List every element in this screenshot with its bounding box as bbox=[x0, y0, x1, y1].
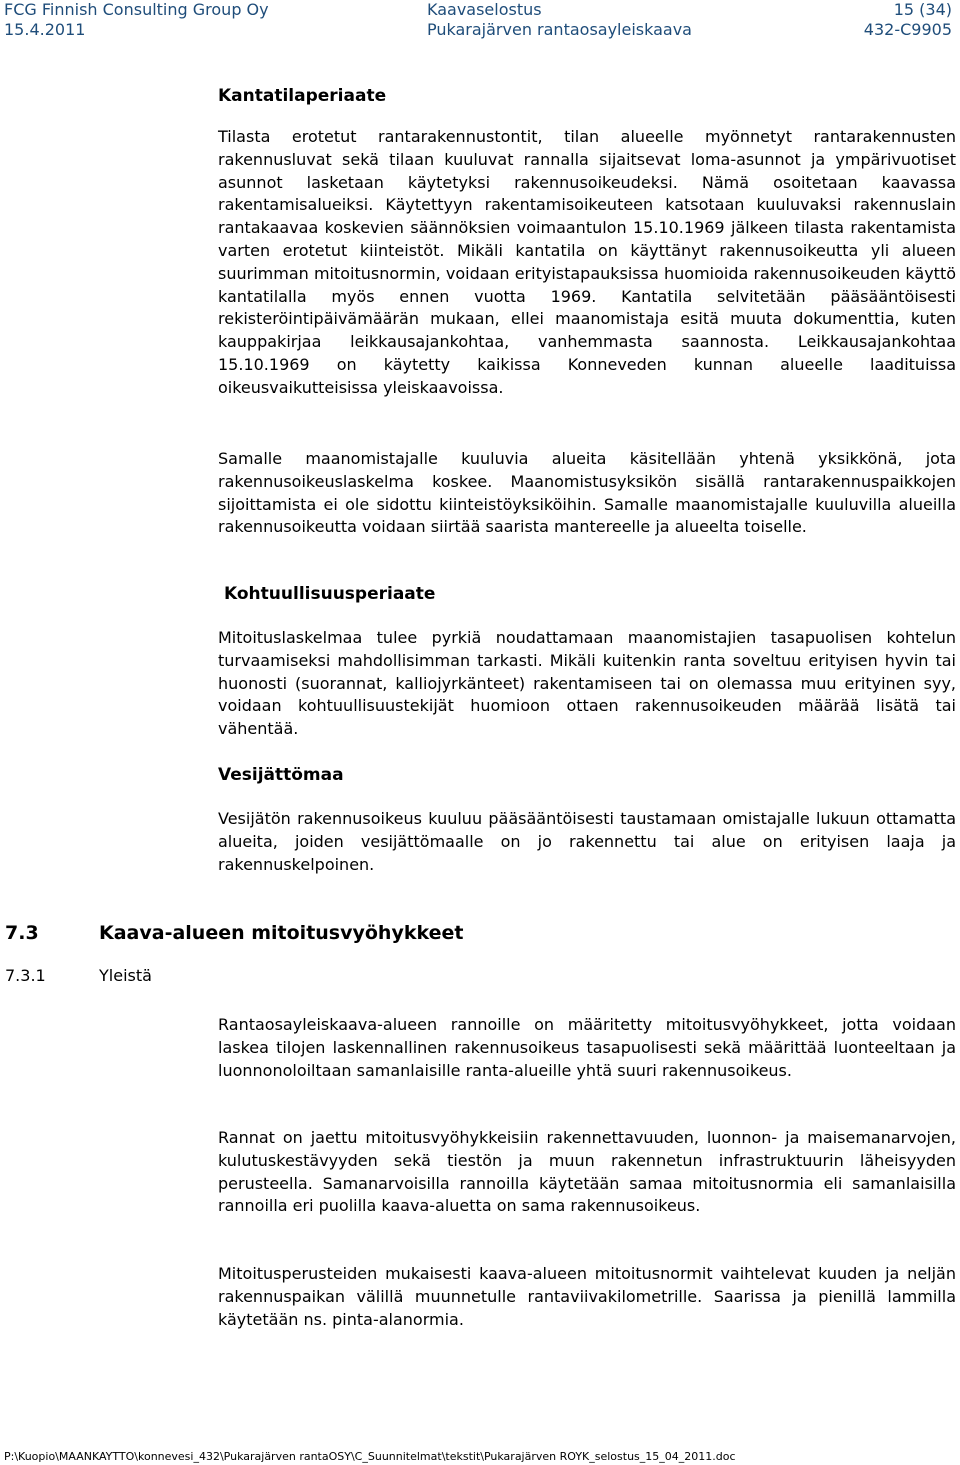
header-doc-type: Kaavaselostus bbox=[427, 0, 542, 19]
heading-vesijattomaa: Vesijättömaa bbox=[218, 765, 344, 785]
page-header-row-1 bbox=[0, 0, 960, 20]
paragraph-yleista-2: Rannat on jaettu mitoitusvyöhykkeisiin rakennettavuuden, luonnon- ja maisemanarvojen, kulutuskestävyyden sekä tiestön ja muun rakennetun infrastruktuurin läheisyyden perusteella. Samanarvoisilla rannoilla käytetään samaa mitoitusnormia eli samanlaisilla rannoilla eri puolilla kaava-aluetta on sama rakennusoikeus. bbox=[218, 1128, 956, 1216]
footer-file-path: P:\Kuopio\MAANKAYTTO\konnevesi_432\Pukarajärven rantaOSY\C_Suunnitelmat\tekstit\Pukarajärven ROYK_selostus_15_04_2011.doc bbox=[4, 1450, 736, 1463]
paragraph-kantatila-1: Tilasta erotetut rantarakennustontit, tilan alueelle myönnetyt rantarakennusten rakennusluvat sekä tilaan kuuluvat rannalla sijaitsevat loma-asunnot ja ympärivuotiset asunnot lasketaan käytetyksi rakennusoikeudeksi. Nämä osoitetaan kaavassa rakentamisalueiksi. Käytettyyn rakentamisoikeuteen katsotaan kuuluvaksi rakennuslain rantakaavaa koskevien säännöksien voimaantulon 15.10.1969 jälkeen tilasta rakentamista varten erotetut kiinteistöt. Mikäli kantatila on käyttänyt rakennusoikeutta yli alueen suurimman mitoitusnormin, voidaan erityistapauksissa huomioida rakennusoikeuden käyttö kantatilalla myös ennen vuotta 1969. Kantatila selvitetään pääsääntöisesti rekisteröintipäivämäärän mukaan, ellei maanomistaja esitä muuta dokumenttia, kuten kauppakirjaa leikkausajankohtaa, vanhemmasta saannosta. Leikkausajankohtaa 15.10.1969 on käytetty kaikissa Konneveden kunnan alueelle laadituissa oikeusvaikutteisissa yleiskaavoissa. bbox=[218, 127, 956, 397]
heading-kohtuullisuusperiaate: Kohtuullisuusperiaate bbox=[224, 584, 436, 604]
header-company: FCG Finnish Consulting Group Oy bbox=[4, 0, 269, 19]
paragraph-kohtuullisuus: Mitoituslaskelmaa tulee pyrkiä noudattamaan maanomistajien tasapuolisen kohtelun turvaamiseksi mahdollisimman tarkasti. Mikäli kuitenkin ranta soveltuu erityisen hyvin tai huonosti (suorannat, kalliojyrkänteet) rakentamiseen tai on olemassa muu erityinen syy, voidaan kohtuullisuustekijät huomioon ottaen rakennusoikeuden määrää lisätä tai vähentää. bbox=[218, 628, 956, 739]
page-header-row-2 bbox=[0, 20, 960, 40]
header-code: 432-C9905 bbox=[863, 20, 952, 39]
paragraph-yleista-1: Rantaosayleiskaava-alueen rannoille on määritetty mitoitusvyöhykkeet, jotta voidaan laskea tilojen laskennallinen rakennusoikeus tasapuolisesti sekä määrittää luonteeltaan ja luonnonoloiltaan samanlaisille ranta-alueille yhtä suuri rakennusoikeus. bbox=[218, 1015, 956, 1080]
header-date: 15.4.2011 bbox=[4, 20, 86, 39]
subsection-title: Yleistä bbox=[99, 966, 152, 985]
header-project: Pukarajärven rantaosayleiskaava bbox=[427, 20, 692, 39]
heading-kantatilaperiaate: Kantatilaperiaate bbox=[218, 86, 387, 106]
section-title: Kaava-alueen mitoitusvyöhykkeet bbox=[99, 922, 464, 944]
paragraph-yleista-3: Mitoitusperusteiden mukaisesti kaava-alueen mitoitusnormit vaihtelevat kuuden ja neljän rakennuspaikan välillä muunnetulle rantaviivakilometrille. Saarissa ja pienillä lammilla käytetään ns. pinta-alanormia. bbox=[218, 1264, 956, 1329]
subsection-number: 7.3.1 bbox=[5, 966, 46, 985]
paragraph-kantatila-2: Samalle maanomistajalle kuuluvia alueita käsitellään yhtenä yksikkönä, jota rakennusoikeuslaskelma koskee. Maanomistusyksikön sisällä rantarakennuspaikkojen sijoittamista ei ole sidottu kiinteistöyksiköihin. Samalle maanomistajalle kuuluvilla alueilla rakennusoikeutta voidaan siirtää saarista mantereelle ja alueelta toiselle. bbox=[218, 449, 956, 537]
header-page-number: 15 (34) bbox=[893, 0, 952, 19]
section-number: 7.3 bbox=[5, 922, 39, 944]
paragraph-vesijattomaa: Vesijätön rakennusoikeus kuuluu pääsääntöisesti taustamaan omistajalle lukuun ottamatta alueita, joiden vesijättömaalle on jo rakennettu tai alue on erityisen laaja ja rakennuskelpoinen. bbox=[218, 809, 956, 874]
